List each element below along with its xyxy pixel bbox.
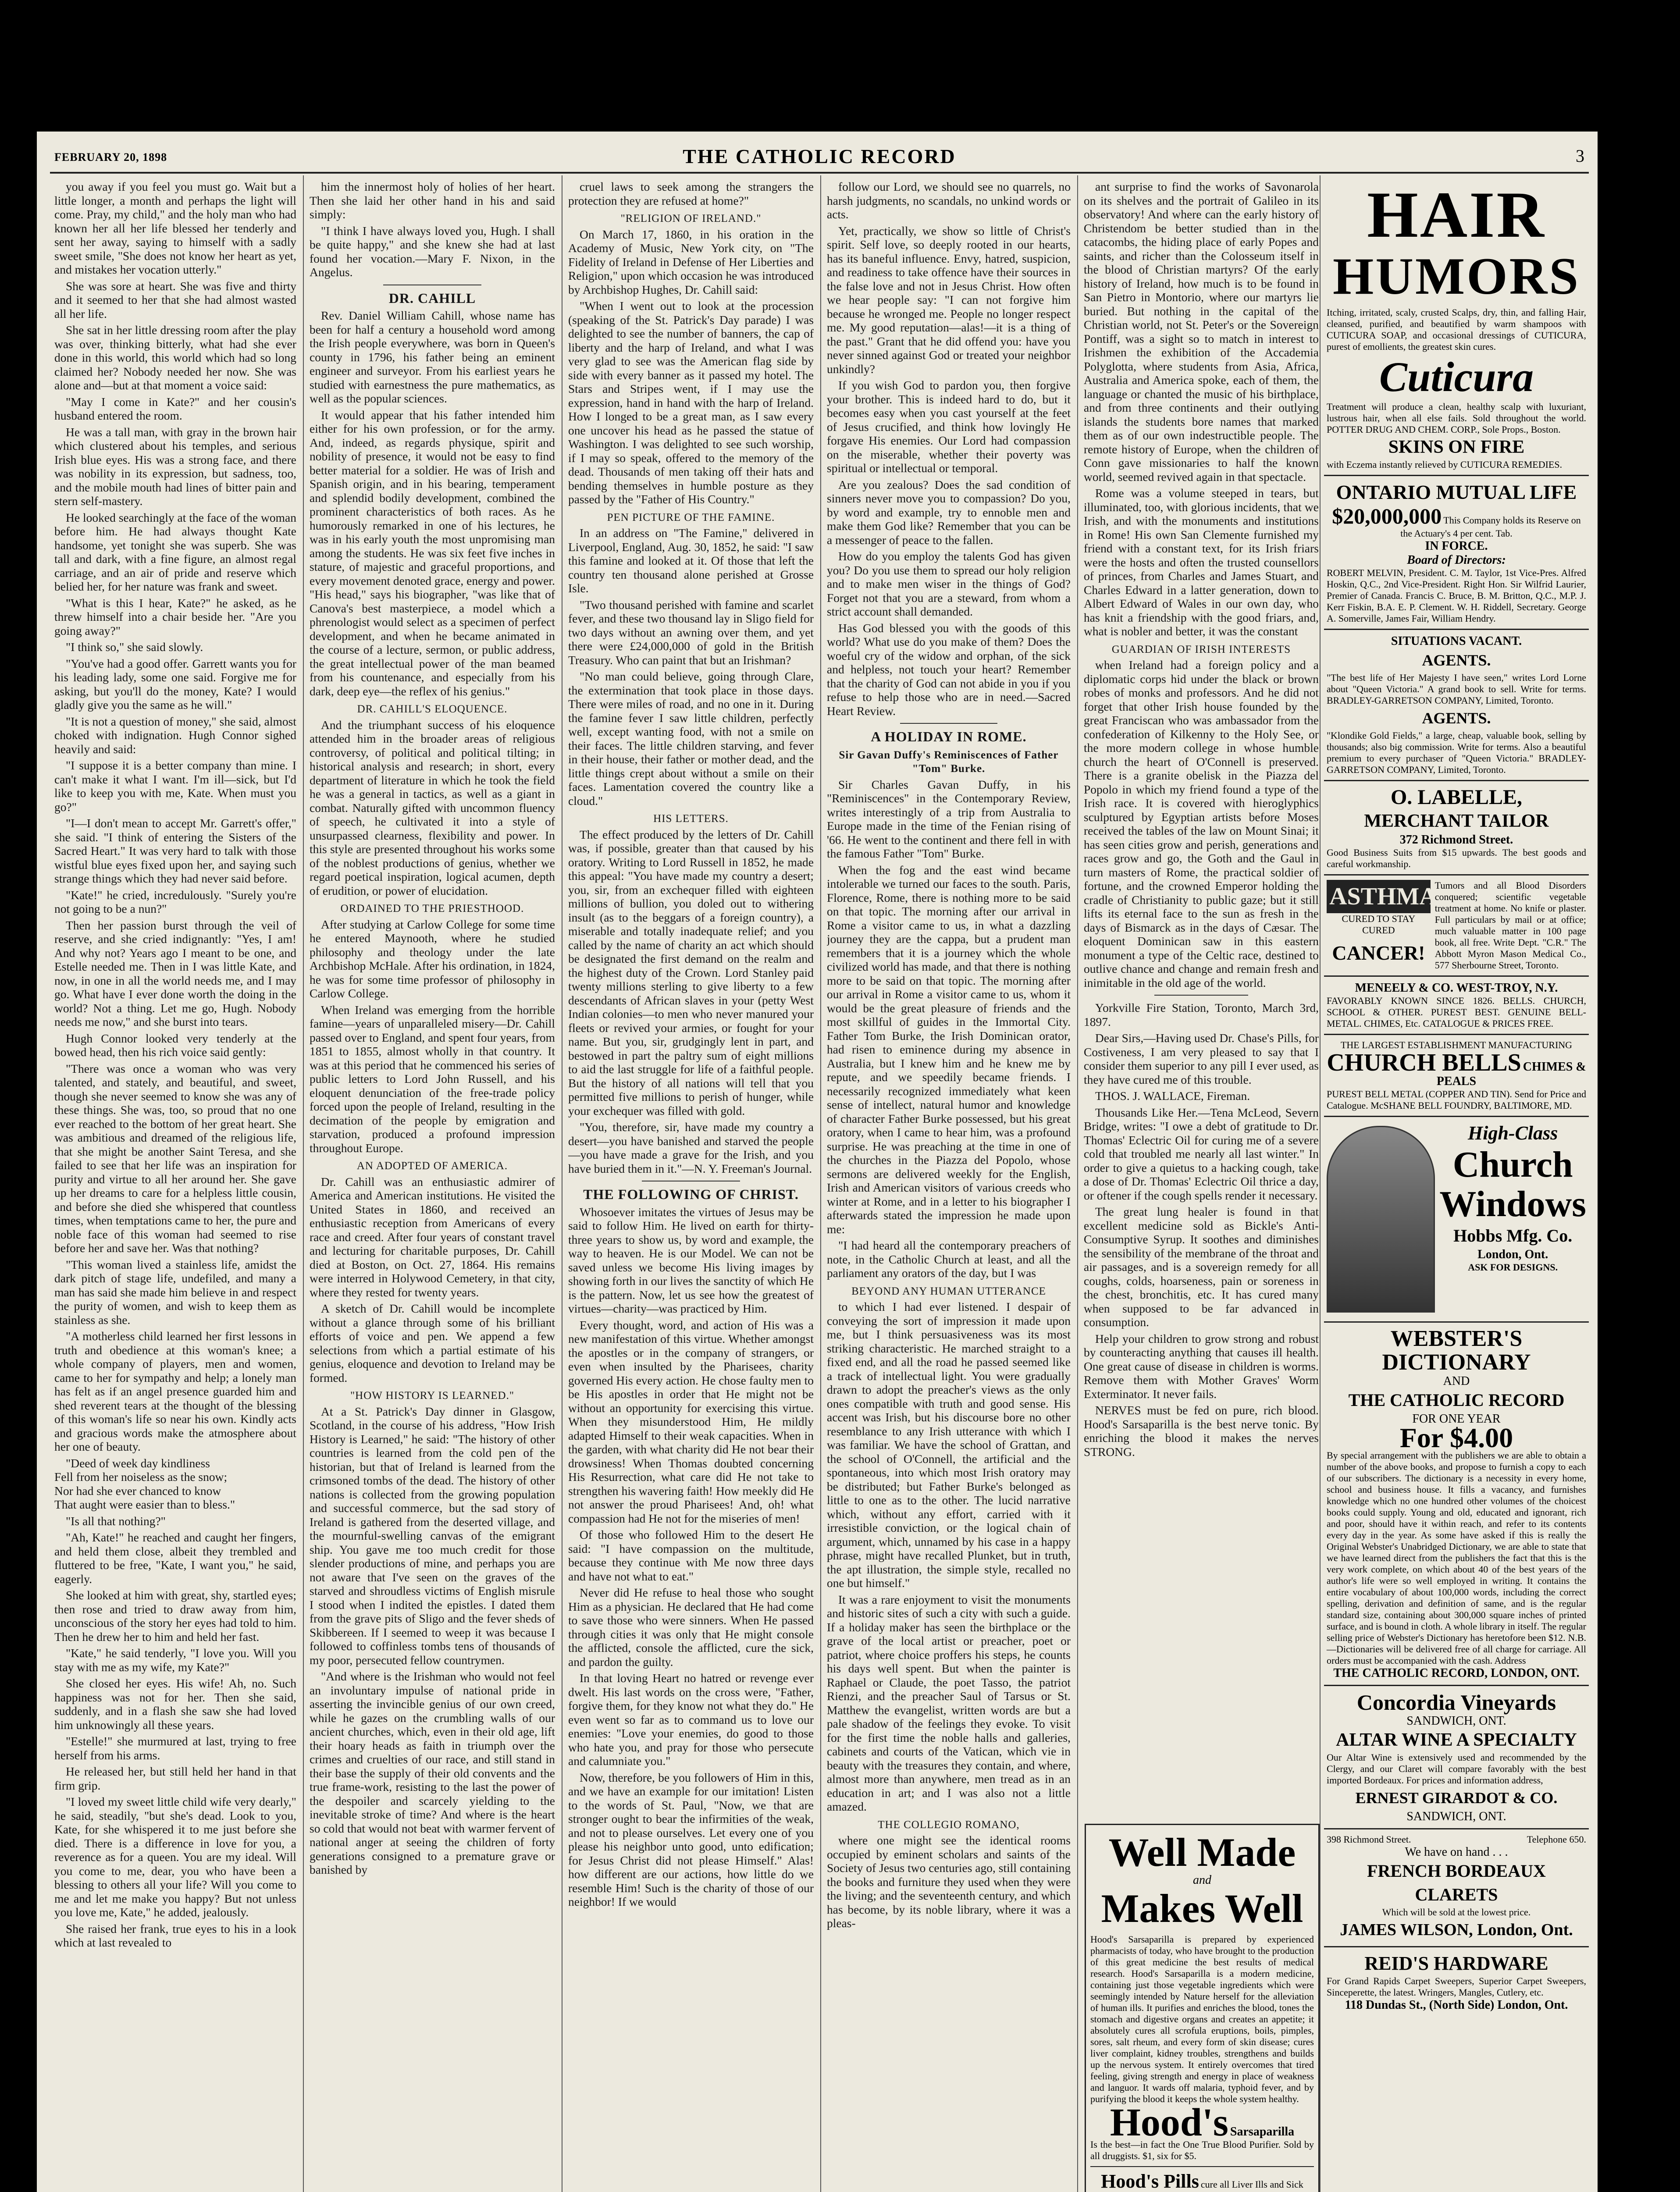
- subheading: AN ADOPTED OF AMERICA.: [356, 1160, 508, 1172]
- article-body: [1084, 180, 1319, 638]
- paragraph: She sat in her little dressing room after the play was over, thinking bitterly, what had she ever done in this world, this world which had so long claimed her? Nobody needed her now. She was alone and—but at that moment a voice said:: [54, 323, 296, 392]
- paragraph: "Estelle!" she murmured at last, trying to free herself from his arms.: [54, 1734, 296, 1762]
- paragraph: "Ah, Kate!" he reached and caught her fingers, and held them close, albeit they trembled and fluttered to be free, "Kate, I want you," he said, eagerly.: [54, 1530, 296, 1586]
- article-body: [827, 180, 1071, 718]
- newspaper-title: THE CATHOLIC RECORD: [683, 145, 956, 167]
- ad-body: Treatment will produce a clean, healthy scalp with luxuriant, lustrous hair, when all else fails. Sold throughout the world. POTTER DRUG AND CHEM. CORP., Sole Props., Boston.: [1327, 401, 1586, 435]
- story-continuation: [54, 180, 296, 1950]
- ad-address: 398 Richmond Street.: [1327, 1834, 1411, 1845]
- column-1: [54, 180, 296, 2192]
- article-body: [568, 228, 814, 506]
- paragraph: How do you employ the talents God has given you? Do you use them to spread our holy religion and to make men wiser in the things of God? Forget not that you are a steward, from whom a strict account shall demanded.: [827, 549, 1071, 618]
- paragraph: THOS. J. WALLACE, Fireman.: [1095, 1089, 1250, 1103]
- paragraph: "When I went out to look at the procession (speaking of the St. Patrick's Day parade) I was delighted to see the number of banners, the cap of liberty and the harp of Ireland, and what I was very glad to see was the American flag side by side with every banner as it passed my hotel. The Stars and Stripes went, if I may use the expression, hand in hand with the harp of Ireland. How I longed to be a great man, as I saw every one uncover his head as he passed the statue of Washington. I was delighted to see such worship, if I may so speak, offered to the memory of the dead. Thousands of men taking off their hats and bending themselves in humble posture as they passed by the "Father of His Country.": [568, 299, 814, 506]
- ad-body: Tumors and all Blood Disorders conquered; scientific vegetable treatment at home. No knife or plaster. Full particulars by mail or at office; much valuable matter in 100 page book, all free. Write Dept. "C.R." The Abbott Myron Mason Medical Co., 577 Sherbourne Street, Toronto.: [1434, 880, 1586, 971]
- paragraph: Are you zealous? Does the sad condition of sinners never move you to compassion? Do you, by word and example, try to ennoble men and make them God like? Remember that you can be a messenger of peace to the fallen.: [827, 477, 1071, 547]
- paragraph: Dear Sirs,—Having used Dr. Chase's Pills, for Costiveness, I am very pleased to say that I consider them superior to any pill I ever used, as they have cured me of this trouble.: [1084, 1031, 1319, 1086]
- paragraph: When the fog and the east wind became intolerable we turned our faces to the south. Paris, Florence, Rome, there is nothing more to be said on that topic. The morning after our arrival in Rome a visitor came to us, in what a dazzling journey they are the cappa, but a prudent man remembers that it is a journey which the whole civilized world has made, and that there is nothing more to be said on that topic. The morning after our arrival in Rome a visitor came to us, whom it would be the great pleasure of friends and the most skillful of guides in the Immortal City. Father Tom Burke, the Irish Dominican orator, had risen to eminence during my absence in Australia, but I knew him and he knew me by repute, and we speedily became friends. I necessarily recognized immediately what keen sense of intellect, natural humor and knowledge of character Father Burke possessed, but his great oratory, when I came to hear him, was a profound surprise. He was preaching at the time in one of the churches in the Piazza del Popolo, whose sermons are delivered weekly for the English, Irish and American visitors of various creeds who winter at Rome, and in a letter to his biographer I afterwards stated the impression he made upon me:: [827, 863, 1071, 1236]
- paragraph: "What is this I hear, Kate?" he asked, as he threw himself into a chair beside her. "Are you going away?": [54, 596, 296, 637]
- ad-headline: WEBSTER'S DICTIONARY: [1382, 1326, 1531, 1375]
- paragraph: "May I come in Kate?" and her cousin's husband entered the room.: [54, 395, 296, 422]
- ad-text: and: [1193, 1873, 1211, 1887]
- paragraph: ant surprise to find the works of Savonarola on its shelves and the portrait of Galileo in its observatory! And where can the early history of Christendom be better studied than in the catacombs, the hiding place of early Popes and saints, and richer than the Colosseum itself in the blood of Christian martyrs? Of the early history of Ireland, how much is to be found in San Pietro in Montorio, where our martyrs lie buried. But nothing in the capital of the Christian world, not St. Peter's or the Sovereign Pontiff, was a sight so to match in interest to Irishmen the exhibition of the Accademia Polyglotta, where students from Asia, Africa, Australia and America spoke, each of them, the language or chanted the music of his birthplace, and from three continents and their outlying islands the students bore names that marked them as of our own indestructible people. The remote history of Europe, when the children of Conn gave missionaries to half the known world, seemed revived again in that spectacle.: [1084, 180, 1319, 484]
- ad-text: CHIMES & PEALS: [1436, 1060, 1586, 1088]
- ad-body: Our Altar Wine is extensively used and recommended by the Clergy, and our Claret will compare favorably with the best imported Bordeaux. For prices and information address,: [1327, 1752, 1586, 1786]
- ad-headline: Well Made: [1108, 1830, 1296, 1875]
- paragraph: "A motherless child learned her first lessons in truth and obedience at this woman's knee; a whole company of players, men and women, came to her for sympathy and help; a lonely man has felt as if an angel presence guarded him and shed reverent tears at the thought of the blessing of this woman's life so near his own. Kindly acts and gracious words make the atmosphere about her one of beauty.: [54, 1329, 296, 1453]
- paragraph: "I think I have always loved you, Hugh. I shall be quite happy," and she knew she had at last found her vocation.—Mary F. Nixon, in the Angelus.: [310, 224, 555, 279]
- paragraph: "I had heard all the contemporary preachers of note, in the Catholic Church at least, and all the parliament any orators of the day, but I was: [827, 1238, 1071, 1280]
- paragraph: follow our Lord, we should see no quarrels, no harsh judgments, no scandals, no unkind words or acts.: [827, 180, 1071, 221]
- hoods-ad: [1085, 1824, 1320, 2192]
- paragraph: Thousands Like Her.—Tena McLeod, Severn Bridge, writes: "I owe a debt of gratitude to Dr. Thomas' Eclectric Oil for curing me of a severe cold that troubled me nearly all last winter." In order to give a quietus to a hacking cough, take a dose of Dr. Thomas' Eclectric Oil thrice a day, or oftener if the cough spells render it necessary.: [1084, 1105, 1319, 1202]
- paragraph: And the triumphant success of his eloquence attended him in the broader areas of religious controversy, of political and political tilting; in historical analysis and research; in short, every department of literature in which he took the field he was a general in tactics, as well as a giant in combat. Naturally gifted with uncommon fluency of speech, he cultivated it into a style of unsurpassed clearness, flexibility and power. In this style are presented throughout his works some of the noblest productions of genius, whether we regard poetical inspiration, logical acumen, depth of erudition, or power of elucidation.: [310, 718, 555, 897]
- paragraph: Now, therefore, be you followers of Him in this, and we have an example for our imitation! Listen to the words of St. Paul, "Now, we that are stronger ought to bear the infirmities of the weak, and not to please ourselves. Let every one of you please his neighbor unto good, unto edification; for Jesus Christ did not please Himself." Alas! how different are our actions, how little do we resemble Him! Such is the charity of those of our neighbor! If we would: [568, 1770, 814, 1908]
- ad-text: IN FORCE.: [1425, 539, 1488, 553]
- paragraph: She closed her eyes. His wife! Ah, no. Such happiness was not for her. Then she said, suddenly, and in a flash she saw she had loved him unknowingly all these years.: [54, 1676, 296, 1732]
- paragraph: "Kate," he said tenderly, "I love you. Will you stay with me as my wife, my Kate?": [54, 1646, 296, 1674]
- paragraph: Never did He refuse to heal those who sought Him as a physician. He declared that He had come to save those who were sinners. When He passed through cities it was only that He might console the afflicted, console the afflicted, cure the sick, and pardon the guilty.: [568, 1586, 814, 1669]
- paragraph: "This woman lived a stainless life, amidst the dark pitch of stage life, undefiled, and many a man has said she made him believe in and respect the purity of women, and wish to keep them as stainless as she.: [54, 1257, 296, 1327]
- subheading: THE COLLEGIO ROMANO,: [878, 1818, 1020, 1831]
- ad-headline: MENEELY & CO. WEST-TROY, N.Y.: [1355, 981, 1558, 995]
- ad-company: ERNEST GIRARDOT & CO.: [1355, 1789, 1558, 1807]
- article-body: [568, 1205, 814, 1909]
- ad-body: PUREST BELL METAL (COPPER AND TIN). Send for Price and Catalogue. McSHANE BELL FOUNDRY, BALTIMORE, MD.: [1327, 1089, 1586, 1111]
- webster-dictionary-ad: [1324, 1323, 1589, 1686]
- testimonials: [1084, 1001, 1319, 1459]
- paragraph: "I think so," she said slowly.: [66, 640, 203, 654]
- ad-headline: HUMORS: [1333, 247, 1580, 305]
- subheading: BEYOND ANY HUMAN UTTERANCE: [851, 1285, 1046, 1297]
- ad-subhead: Board of Directors:: [1407, 553, 1506, 567]
- newspaper-page: [37, 132, 1598, 2192]
- james-wilson-ad: [1324, 1829, 1589, 1947]
- issue-date: FEBRUARY 20, 1898: [54, 151, 167, 164]
- ad-headline: High-Class: [1468, 1122, 1558, 1144]
- ad-amount: $20,000,000: [1332, 504, 1442, 528]
- ad-headline: FRENCH BORDEAUX CLARETS: [1367, 1861, 1546, 1904]
- ad-body: with Eczema instantly relieved by CUTICURA REMEDIES.: [1327, 459, 1563, 470]
- ad-body: "The best life of Her Majesty I have seen," writes Lord Lorne about "Queen Victoria." A grand book to sell. Write for terms. BRADLEY-GARRETSON COMPANY, Limited, Toronto.: [1327, 672, 1586, 706]
- article-heading-dr-cahill: DR. CAHILL: [388, 290, 476, 306]
- column-4: [827, 180, 1071, 2192]
- column-rule: [303, 175, 304, 2192]
- paragraph: "You, therefore, sir, have made my country a desert—you have banished and starved the people—you have made a grave for the Irish, and you have buried them in it."—N. Y. Freeman's Journal.: [568, 1120, 814, 1175]
- ad-subhead: AGENTS.: [1422, 651, 1491, 669]
- ad-text: We have on hand . . .: [1405, 1845, 1508, 1859]
- subheading: "RELIGION OF IRELAND.": [620, 213, 762, 224]
- paragraph: "Two thousand perished with famine and scarlet fever, and these two thousand lay in Sligo field for two days without an awning over them, and yet there were £24,000,000 of gold in the British Treasury. Who can paint that but an Irishman?: [568, 598, 814, 667]
- paragraph: Yet, practically, we show so little of Christ's spirit. Self love, so deeply rooted in our hearts, has its baneful influence. Envy, hatred, suspicion, and readiness to take offence have their sources in the false love and not in Jesus Christ. How often we hear people say: "I can not forgive him because he wronged me. People no longer respect me. My good reputation—alas!—it is a thing of the past." Grant that he did offend you: have you never sinned against God or treated your neighbor unkindly?: [827, 224, 1071, 376]
- ad-brand-sub: Sarsaparilla: [1230, 2125, 1295, 2139]
- ad-text: ASK FOR DESIGNS.: [1468, 1262, 1558, 1273]
- paragraph: Every thought, word, and action of His was a new manifestation of this virtue. Whether amongst the apostles or in the company of strangers, or even when insulted by the Pharisees, charity governed His every action. He chose faulty men to be His apostles in order that He might not be without an opportunity for exercising this virtue. When they misunderstood Him, He mildly adapted Himself to their weak capacities. When in the garden, with what charity did He not bear their drowsiness! When Thomas doubted concerning His Resurrection, what care did He not take to strengthen his wavering faith! How meekly did He not answer the proud Pharisees! And, oh! what compassion had He not for the miseries of men!: [568, 1318, 814, 1525]
- paragraph: Rome was a volume steeped in tears, but illuminated, too, with glorious incidents, that we Irish, and with the monuments and institutions in Rome! His own San Clemente furnished my friend with a constant text, for its Irish friars were the hosts and often the trusted counsellors of princes, from Charles and James Stuart, and Charles Edward in a latter generation, down to Albert Edward of Wales in our own day, who has knit a friendship with the good friars, and, what is nobler and better, it was the constant: [1084, 486, 1319, 638]
- ad-body: Itching, irritated, scaly, crusted Scalps, dry, thin, and falling Hair, cleansed, purified, and beautified by warm shampoos with CUTICURA SOAP, and occasional dressings of CUTICURA, purest of emollients, the greatest skin cures.: [1327, 307, 1586, 352]
- ad-text: AND: [1443, 1374, 1470, 1388]
- ad-headline: Concordia Vineyards: [1356, 1690, 1556, 1715]
- ads-column: [1324, 180, 1589, 2192]
- ad-body: Good Business Suits from $15 upwards. The best goods and careful workmanship.: [1327, 847, 1586, 869]
- paragraph: Of those who followed Him to the desert He said: "I have compassion on the multitude, because they continue with Me now three days and have not what to eat.": [568, 1528, 814, 1583]
- ad-headline: O. LABELLE,: [1390, 786, 1523, 809]
- paragraph: When Ireland was emerging from the horrible famine—years of unparalleled misery—Dr. Cahill passed over to England, and spent four years, from 1851 to 1855, almost wholly in that country. It was at this period that he commenced his series of public letters to Lord John Russell, and his eloquent denunciation of the free-trade policy forced upon the people of Ireland, resulting in the decimation of the people by emigration and starvation, produced a profound impression throughout Europe.: [310, 1003, 555, 1155]
- paragraph: "Is all that nothing?": [66, 1514, 166, 1528]
- paragraph: where one might see the identical rooms occupied by eminent scholars and saints of the Society of Jesus two centuries ago, still containing the books and furniture they used when they were the living; and the seventeenth century, and which has become, by its noble library, where it was a pleas-: [827, 1833, 1071, 1930]
- ad-body: By special arrangement with the publishers we are able to obtain a number of the above books, and propose to furnish a copy to each of our subscribers. The dictionary is a necessity in every home, school and business house. It fills a vacancy, and furnishes knowledge which no one hundred other volumes of the choicest books could supply. Young and old, educated and ignorant, rich and poor, should have it within reach, and refer to its contents every day in the year. As some have asked if this is really the Original Webster's Unabridged Dictionary, we are able to state that we have learned direct from the publishers the fact that this is the very work complete, on which about 40 of the best years of the author's life were so well employed in writing. It contains the entire vocabulary of about 100,000 words, including the correct spelling, derivation and definition of same, and is the regular standard size, containing about 300,000 square inches of printed surface, and is bound in cloth. A whole library in itself. The regular selling price of Webster's Dictionary has heretofore been $12. N.B.—Dictionaries will be delivered free of all charge for carriage. All orders must be accompanied with the cash. Address: [1327, 1450, 1586, 1666]
- ad-tagline: Is the best—in fact the One True Blood Purifier. Sold by all druggists. $1, six for $5.: [1090, 2139, 1314, 2161]
- subheading: GUARDIAN OF IRISH INTERESTS: [1111, 643, 1291, 655]
- ad-body: ROBERT MELVIN, President. C. M. Taylor, 1st Vice-Pres. Alfred Hoskin, Q.C., 2nd Vice-President. Right Hon. Sir Wilfrid Laurier, Premier of Canada. Francis C. Bruce, B. M. Britton, Q.C., M.P. J. Kerr Fiskin, B.A. E. P. Clement. W. H. Riddell, Secretary. George A. Somerville, James Fair, William Hendry.: [1327, 567, 1586, 624]
- paragraph: him the innermost holy of holies of her heart. Then she laid her other hand in his and said simply:: [310, 180, 555, 221]
- article-body: [568, 180, 814, 207]
- ad-text: Which will be sold at the lowest price.: [1382, 1907, 1531, 1918]
- paragraph: Dr. Cahill was an enthusiastic admirer of America and American institutions. He visited the United States in 1860, and received an enthusiastic reception from Americans of every race and creed. After four years of constant travel and lecturing for charitable purposes, Dr. Cahill died at Boston, on Oct. 27, 1864. His remains were interred in Holywood Cemetery, in that city, where they rested for twenty years.: [310, 1174, 555, 1299]
- article-body: [568, 828, 814, 1176]
- paragraph: Whosoever imitates the virtues of Jesus may be said to follow Him. He lived on earth for thirty-three years to show us, by word and example, the way to heaven. He is our Model. We can not be saved unless we become His living images by showing forth in our lives the sanctity of which He is the pattern. Now, let us see how the greatest of virtues—charity—was practiced by Him.: [568, 1205, 814, 1315]
- ad-pills: Hood's Pills: [1101, 2171, 1199, 2192]
- meneely-bells-ad: [1324, 977, 1589, 1035]
- ad-text: This Company holds its Reserve on the Actuary's 4 per cent. Tab.: [1400, 515, 1581, 539]
- reids-hardware-ad: [1324, 1947, 1589, 2017]
- ad-headline: ASTHMA: [1327, 880, 1431, 913]
- ad-address: 372 Richmond Street.: [1399, 833, 1513, 847]
- ad-company: JAMES WILSON, London, Ont.: [1340, 1921, 1573, 1939]
- paragraph: She was sore at heart. She was five and thirty and it seemed to her that she had almost wasted all her life.: [54, 279, 296, 320]
- paragraph: It would appear that his father intended him either for his own profession, or for the army. And, indeed, as regards physique, spirit and nobility of presence, it would not be easy to find better material for a soldier. He was of Irish and Spanish origin, and in his bearing, temperament and splendid bodily development, combined the prominent characteristics of both races. As he humorously remarked in one of his lectures, he was in his early youth the most unpromising man among the students. He was six feet five inches in stature, of majestic and graceful proportions, and every movement denoted grace, energy and power. "His head," says his biographer, "was like that of Canova's best masterpiece, a model which a phrenologist would select as a specimen of perfect development, and when he became animated in the course of a lecture, sermon, or public address, the great intellectual power of the man beamed from his countenance, and especially from his dark, deep eye—the reflex of his genius.": [310, 408, 555, 698]
- church-bells-ad: [1324, 1035, 1589, 1117]
- subheading: DR. CAHILL'S ELOQUENCE.: [357, 703, 508, 715]
- ad-brand: Hood's: [1110, 2101, 1228, 2144]
- paragraph: "I loved my sweet little child wife very dearly," he said, steadily, "but she's dead. Look to you, Kate, for she whispered it to me just before she died. There is a difference in love for you, a reverence as for a queen. You are my ideal. Will you come to me, dear, you who have been a blessing to others all your life? Will you come to me and let me make you happy? But not unless you love me, Kate," he added, jealously.: [54, 1795, 296, 1919]
- ad-subhead: AGENTS.: [1422, 709, 1491, 727]
- paragraph: when Ireland had a foreign policy and a diplomatic corps hid under the black or brown robes of monks and professors. And he did not forget that other Irish house founded by the great Franciscan who was ambassador from the confederation of Kilkenny to the Holy See, or the more modern college in whose humble church the heart of O'Connell is preserved. There is a granite obelisk in the Piazza del Popolo in which my friend found a type of the Irish race. It is covered with hieroglyphics sculptured by Egyptian artists before Moses received the tables of the law on Mount Sinai; it has seen cities grow and perish, generations and races grow and go, the Goth and the Gaul in turn masters of Rome, the practical soldier of fortune, and the crowned Emperor holding the cradle of Christianity to public gaze; but it still lifts its eternal face to the sun as fresh in the days of Bismarck as in the days of Cæsar. The eloquent Dominican saw in this eastern monument a type of the Celtic race, destined to outlive chance and change and remain fresh and inimitable in the old age of the world.: [1084, 658, 1319, 989]
- story-ending: [310, 180, 555, 279]
- ad-headline: Makes Well: [1101, 1886, 1303, 1931]
- ad-headline: SKINS ON FIRE: [1388, 437, 1525, 457]
- paragraph: Rev. Daniel William Cahill, whose name has been for half a century a household word among the Irish people everywhere, was born in Queen's county in 1796, his father being an eminent engineer and surveyor. From his earliest years he studied with earnestness the pure mathematics, as well as the popular sciences.: [310, 309, 555, 405]
- ad-headline: THE CATHOLIC RECORD: [1348, 1390, 1565, 1410]
- ad-headline: REID'S HARDWARE: [1364, 1953, 1548, 1974]
- header-rule: [50, 172, 1589, 174]
- paragraph: Has God blessed you with the goods of this world? What use do you make of them? Does the woeful cry of the widow and orphan, of the sick and helpless, not touch your heart? Remember that the charity of God can not abide in you if you refuse to help those who are in need.—Sacred Heart Review.: [827, 621, 1071, 718]
- ad-text: THE LARGEST ESTABLISHMENT MANUFACTURING: [1340, 1039, 1573, 1050]
- ad-body: FAVORABLY KNOWN SINCE 1826. BELLS. CHURCH, SCHOOL & OTHER. PUREST BEST. GENUINE BELL-METAL. CHIMES, Etc. CATALOGUE & PRICES FREE.: [1327, 995, 1586, 1029]
- column-rule: [820, 175, 821, 2192]
- article-heading-holiday-in-rome: A HOLIDAY IN ROME.: [871, 729, 1027, 744]
- asthma-cancer-ad: [1324, 875, 1589, 977]
- ad-headline: Church: [1452, 1144, 1573, 1185]
- ad-body: "Klondike Gold Fields," a large, cheap, valuable book, selling by thousands; also big commission. Write for terms. Also a beautiful premium to every purchaser of "Queen Victoria." BRADLEY-GARRETSON COMPANY, Limited, Toronto.: [1327, 730, 1586, 775]
- hobbs-windows-ad: [1324, 1117, 1589, 1323]
- ad-headline: MERCHANT TAILOR: [1364, 811, 1549, 831]
- divider: [900, 723, 997, 724]
- column-rule: [1077, 175, 1078, 2192]
- paragraph: "Kate!" he cried, incredulously. "Surely you're not going to be a nun?": [54, 888, 296, 915]
- ad-headline: SITUATIONS VACANT.: [1391, 634, 1522, 648]
- ad-text: SANDWICH, ONT.: [1406, 1810, 1506, 1823]
- ad-text: SANDWICH, ONT.: [1406, 1714, 1506, 1728]
- paragraph: cruel laws to seek among the strangers the protection they are refused at home?": [568, 180, 814, 207]
- subheading: "HOW HISTORY IS LEARNED.": [350, 1390, 515, 1402]
- article-body: [827, 778, 1071, 1280]
- divider: [1154, 995, 1248, 996]
- ad-headline: HAIR: [1367, 180, 1546, 251]
- paragraph: NERVES must be fed on pure, rich blood. Hood's Sarsaparilla is the best nerve tonic. By enriching the blood it makes the nerves STRONG.: [1084, 1403, 1319, 1459]
- column-3: [568, 180, 814, 2192]
- ad-text: FOR ONE YEAR: [1412, 1412, 1501, 1426]
- paragraph: "There was once a woman who was very talented, and stately, and beautiful, and sweet, though she never seemed to know she was any of these things. She was, too, so proud that no one ever reached to the bottom of her great heart. She was ambitious and dreamed of the religious life, that she might be another Saint Teresa, and she failed to see that her life was an inspiration for purity and virtue to all her around her. She gave up her dreams to care for a helpless little cousin, and before she died she whispered that countless times, when temptations came to her, the pure and noble face of this woman had seemed to rise before her and save her. Was that nothing?: [54, 1061, 296, 1255]
- article-body: [827, 1833, 1071, 1930]
- ad-headline: ALTAR WINE A SPECIALTY: [1336, 1730, 1577, 1750]
- ad-headline: ONTARIO MUTUAL LIFE: [1336, 481, 1577, 503]
- paragraph: Then her passion burst through the veil of reserve, and she cried indignantly: "Yes, I am! And why not? Years ago I meant to be one, and Estelle needed me. Then in I was little Kate, and now, in one in all the world needs me, and I may go. What have I ever done worth the doing in the world? Not a thing. Let me go, Hugh. Nobody needs me now," and she burst into tears.: [54, 918, 296, 1028]
- ad-body: For Grand Rapids Carpet Sweepers, Superior Carpet Sweepers, Sinceperette, the latest. Wringers, Mangles, Cutlery, etc.: [1327, 1975, 1586, 1998]
- paragraph: He was a tall man, with gray in the brown hair which clustered about his temples, and serious Irish blue eyes. His was a strong face, and there was nobility in its expression, but sadness, too, and the mobile mouth had lines of bitter pain and stern self-mastery.: [54, 425, 296, 508]
- article-body: [310, 918, 555, 1155]
- ad-city: London, Ont.: [1477, 1248, 1548, 1261]
- ad-address: 118 Dundas St., (North Side) London, Ont.: [1345, 1998, 1568, 2012]
- ad-company: Hobbs Mfg. Co.: [1453, 1226, 1573, 1245]
- paragraph: At a St. Patrick's Day dinner in Glasgow, Scotland, in the course of his address, "How Irish History is Learned," he said: "The history of other countries is learned from the cold pen of the historian, but that of Ireland is learned from the crimsoned tombs of the dead. The history of other nations is collected from the growing population and successful commerce, but the sad story of Ireland is gathered from the deserted village, and the mournful-swelling canvas of the emigrant ship. You gave me too much credit for those slender productions of mine, and perhaps you are not aware that I've seen on the graves of the starved and shroudless victims of English misrule I stood when I indited the epistles. I dated them from the grave pits of Sligo and the fever sheds of Skibbereen. If I seemed to weep it was because I followed to coffinless tombs tens of thousands of my poor, persecuted fellow countrymen.: [310, 1404, 555, 1667]
- ad-price: For $4.00: [1399, 1422, 1513, 1453]
- ontario-mutual-ad: [1324, 476, 1589, 630]
- paragraph: "I suppose it is a better company than mine. I can't make it what I want. I'm ill—sick, but I'd like to keep you with me, Kate. When must you go?": [54, 758, 296, 814]
- article-heading-following-of-christ: THE FOLLOWING OF CHRIST.: [583, 1186, 799, 1202]
- paragraph: The great lung healer is found in that excellent medicine sold as Bickle's Anti-Consumptive Syrup. It soothes and diminishes the sensibility of the membrane of the throat and air passages, and is a sovereign remedy for all coughs, colds, hoarseness, pain or soreness in the chest, bronchitis, etc. It has cured many when supposed to be far advanced in consumption.: [1084, 1205, 1319, 1329]
- paragraph: Sir Charles Gavan Duffy, in his "Reminiscences" in the Contemporary Review, writes interestingly of a trip from Australia to Europe made in the time of the Fenian rising of '66. He went to the continent and there fell in with the famous Father "Tom" Burke.: [827, 777, 1071, 860]
- ad-address: THE CATHOLIC RECORD, LONDON, ONT.: [1333, 1666, 1580, 1680]
- article-body: [310, 1175, 555, 1385]
- article-body: [310, 718, 555, 898]
- paragraph: He released her, but still held her hand in that firm grip.: [54, 1765, 296, 1792]
- paragraph: Yorkville Fire Station, Toronto, March 3rd, 1897.: [1084, 1001, 1319, 1028]
- paragraph: It was a rare enjoyment to visit the monuments and historic sites of such a city with such a guide. If a holiday maker has seen the birthplace or the grave of the local artist or preacher, poet or patriot, where choice proffers his steps, he counts his days well spent. But when the painter is Raphael or Claude, the poet Tasso, the patriot Rienzi, and the preacher Saul of Tarsus or St. Matthew the evangelist, written words are but a pale shadow of the feelings they evoke. To visit for the first time the noble halls and galleries, cabinets and courts of the Vatican, which vie in beauty with the treasures they contain, and where, almost more than anywhere, men tread as in an education in art; and I was also not a little amazed.: [827, 1592, 1071, 1813]
- subheading: HIS LETTERS.: [653, 813, 729, 825]
- article-body: [310, 1405, 555, 1877]
- paragraph: "Deed of week day kindliness Fell from her noiseless as the snow; Nor had she ever chanced to know That aught were easier than to bless.": [54, 1456, 235, 1511]
- paragraph: The effect produced by the letters of Dr. Cahill was, if possible, greater than that caused by his oratory. Writing to Lord Russell in 1852, he made this appeal: "You have made my country a desert; you, sir, from an exchequer filled with eighteen millions of bullion, you doled out to withering insult (as to the beggars of a foreign country), a miserable and totally inadequate relief; and you called by the name of charity an act which should be designated the first demand on the realm and the highest duty of the Crown. Lord Stanley paid twenty millions sterling to give liberty to a few descendants of African slaves in your (petty West Indian colonies—to men who never manured your fleets or revived your armies, or fought for your name. But you, sir, grudgingly lent in part, and bestowed in part the paltry sum of eight millions to aid the last struggle for life of a faithful people. But the history of all nations will tell that you permitted five millions to perish of hunger, while your exchequer was filled with gold.: [568, 827, 814, 1117]
- ad-text: CURED TO STAY CURED: [1342, 913, 1416, 936]
- paragraph: "And where is the Irishman who would not feel an involuntary impulse of national pride in asserting the invincible genius of our own creed, while he gazes on the crumbling walls of our ancient churches, which, even in their old age, lift their hoary heads as faith in triumph over the crimes and cruelties of our race, and still stand in their base the supply of their old convents and the true frame-work, resisting to the last the power of the despoiler and scarcely yielding to the inevitable stroke of time? And where is the heart so cold that would not beat with warmer fervent of national anger at seeing the children of forty generations consigned to a premature grave or banished by: [310, 1669, 555, 1876]
- ad-headline: Windows: [1439, 1184, 1586, 1224]
- paragraph: In that loving Heart no hatred or revenge ever dwelt. His last words on the cross were, "Father, forgive them, for they know not what they do." He even went so far as to command us to love our enemies: "Love your enemies, do good to those who hate you, and pray for those who persecute and calumniate you.": [568, 1671, 814, 1768]
- paragraph: A sketch of Dr. Cahill would be incomplete without a glance through some of his brilliant efforts of voice and pen. We append a few selections from which a partial estimate of his genius, eloquence and devotion to Ireland may be formed.: [310, 1302, 555, 1384]
- article-body: [827, 1300, 1071, 1814]
- masthead: [54, 139, 1584, 170]
- situations-vacant-ad: [1324, 630, 1589, 781]
- paragraph: He looked searchingly at the face of the woman before him. He had always thought Kate handsome, yet tonight she was superb. She was tall and dark, with a fine figure, an almost regal carriage, and an air of pride and reserve which belied her, for her nature was frank and sweet.: [54, 510, 296, 593]
- labelle-ad: [1324, 781, 1589, 875]
- paragraph: "You've had a good offer. Garrett wants you for his leading lady, some one said. Forgive me for asking, but you'll do the money, Kate? I would gladly give you the same as he will.": [54, 656, 296, 712]
- paragraph: you away if you feel you must go. Wait but a little longer, a month and perhaps the light will come. Pray, my child," and the holy man who had known her all her life blessed her tenderly and sent her away, saying to himself with a sadly sweet smile, "She does not know her heart as yet, and mistakes her vocation utterly.": [54, 180, 296, 276]
- column-2: [310, 180, 555, 2192]
- column-5: [1084, 180, 1319, 1666]
- ad-body: Hood's Sarsaparilla is prepared by experienced pharmacists of today, who have brought to the production of this great medicine the best results of medical research. Hood's Sarsaparilla is a modern medicine, containing just those vegetable ingredients which were seemingly intended by Nature herself for the alleviation of human ills. It purifies and enriches the blood, tones the stomach and digestive organs and creates an appetite; it absolutely cures all scrofula eruptions, boils, pimples, sores, salt rheum, and every form of skin disease; cures liver complaint, kidney troubles, strengthens and builds up the nervous system. It entirely overcomes that tired feeling, giving strength and energy in place of weakness and languor. It wards off malaria, typhoid fever, and by purifying the blood it keeps the whole system healthy.: [1090, 1934, 1314, 2104]
- subheading: ORDAINED TO THE PRIESTHOOD.: [340, 903, 524, 915]
- paragraph: Help your children to grow strong and robust by counteracting anything that causes ill health. One great cause of disease in children is worms. Remove them with Mother Graves' Worm Exterminator. It never fails.: [1084, 1331, 1319, 1401]
- ad-pills-text: cure all Liver Ills and Sick: [1200, 2179, 1303, 2190]
- cuticura-ad: [1324, 180, 1589, 476]
- page-number: 3: [1576, 146, 1584, 166]
- paragraph: She raised her frank, true eyes to his in a look which at last revealed to: [54, 1922, 296, 1949]
- ad-phone: Telephone 650.: [1527, 1834, 1586, 1845]
- paragraph: If you wish God to pardon you, then forgive your brother. This is indeed hard to do, but it becomes easy when you cast yourself at the feet of Jesus crucified, and think how lovingly He forgave His enemies. Our Lord had compassion on the miserable, whether their poverty was spiritual or intellectual or temporal.: [827, 378, 1071, 475]
- article-body: [568, 526, 814, 808]
- paragraph: Hugh Connor looked very tenderly at the bowed head, then his rich voice said gently:: [54, 1031, 296, 1059]
- article-body: [310, 309, 555, 698]
- ad-brand: Cuticura: [1379, 353, 1534, 400]
- paragraph: She looked at him with great, shy, startled eyes; then rose and tried to draw away from him, unconscious of the story her eyes had told to him. Then he drew her to him and held her fast.: [54, 1588, 296, 1644]
- stained-glass-window-icon: [1327, 1126, 1435, 1313]
- paragraph: On March 17, 1860, in his oration in the Academy of Music, New York city, on "The Fidelity of Ireland in Defense of Her Liberties and Religion," upon which occasion he was introduced by Archbishop Hughes, Dr. Cahill said:: [568, 227, 814, 296]
- paragraph: "It is not a question of money," she said, almost choked with indignation. Hugh Connor sighed heavily and said:: [54, 714, 296, 756]
- ad-headline: CHURCH BELLS: [1327, 1049, 1521, 1076]
- article-body: [1084, 658, 1319, 989]
- subheading: PEN PICTURE OF THE FAMINE.: [607, 511, 775, 523]
- ad-headline: CANCER!: [1332, 942, 1425, 964]
- column-rule: [1320, 175, 1321, 2192]
- paragraph: In an address on "The Famine," delivered in Liverpool, England, Aug. 30, 1852, he said: "I saw this famine and looked at it. Of those that left the country ten thousand alone perished at Grosse Isle.: [568, 526, 814, 595]
- paragraph: "No man could believe, going through Clare, the extermination that took place in those days. There were miles of road, and no one in it. During the famine fever I saw little children, perfectly well, except wanting food, with not a smile on their faces. The little children starving, and fever in their house, their father or mother dead, and the little things crept about without a smile on their faces. Lamentation covered the country like a cloud.": [568, 669, 814, 808]
- concordia-vineyards-ad: [1324, 1686, 1589, 1829]
- article-subheading: Sir Gavan Duffy's Reminiscences of Father "Tom" Burke.: [839, 749, 1059, 775]
- paragraph: to which I had ever listened. I despair of conveying the sort of impression it made upon me, but I think persuasiveness was its most striking characteristic. He marched straight to a fixed end, and all the road he passed seemed like a track of intellectual light. You were gradually drawn to adopt the preacher's views as the only ones compatible with truth and good sense. His accent was Irish, but his discourse bore no other resemblance to any Irish utterance with which I was familiar. We have the school of Grattan, and the school of O'Connell, the artificial and the spontaneous, into which most Irish oratory may be distributed; but Father Burke's belonged as little to one as to the other. The lucid narrative which, without any effort, carried with it irresistible conviction, or the logical chain of argument, which, unnamed by his case in a happy phrase, might have recalled Plunket, but in truth, the apt illustration, the simple style, recalled no one but himself.": [827, 1300, 1071, 1590]
- paragraph: After studying at Carlow College for some time he entered Maynooth, where he studied philosophy and theology under the late Archbishop McHale. After his ordination, in 1824, he was for some time professor of philosophy in Carlow College.: [310, 917, 555, 1000]
- paragraph: "I—I don't mean to accept Mr. Garrett's offer," she said. "I think of entering the Sisters of the Sacred Heart." It was very hard to talk with those wistful blue eyes fixed upon her, and saying such strange things which they had never said before.: [54, 816, 296, 885]
